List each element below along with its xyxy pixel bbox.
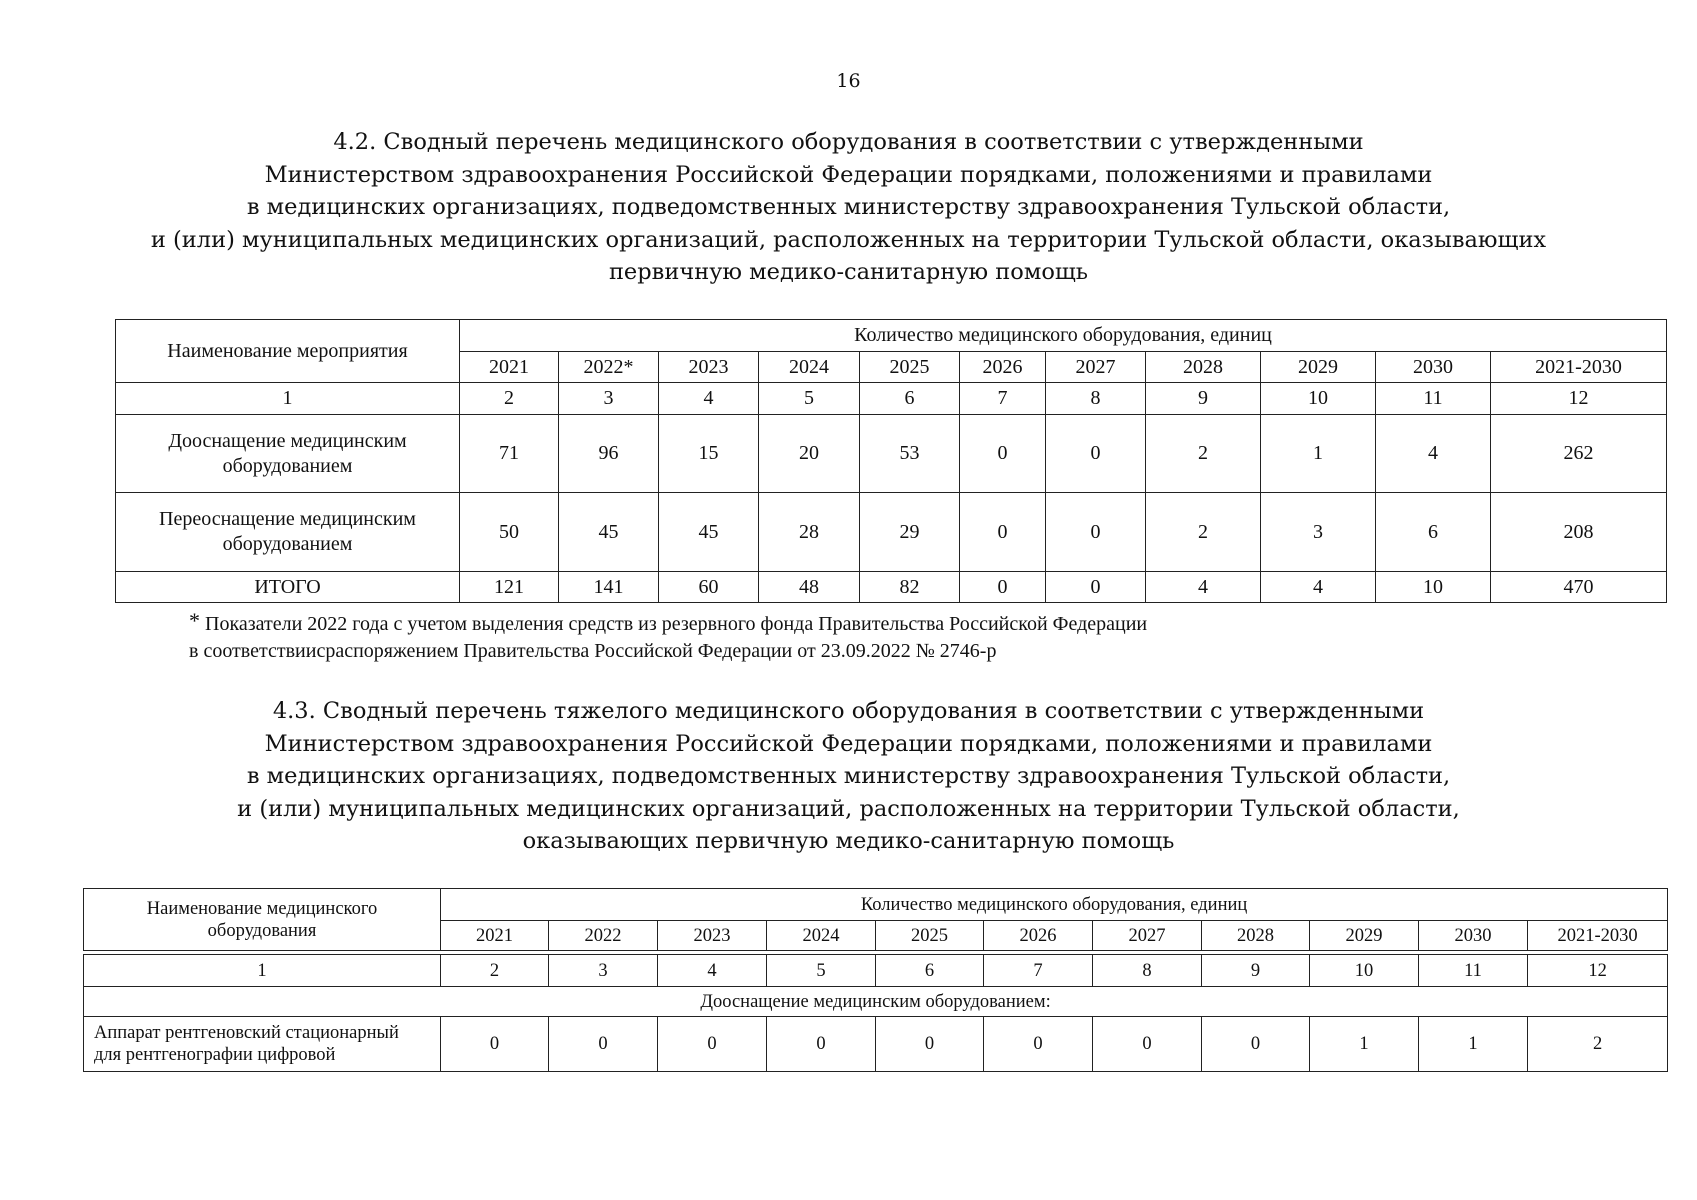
- total-value: 121: [460, 572, 559, 603]
- year-header: 2029: [1310, 921, 1419, 951]
- name-column-header: Наименование мероприятия: [116, 320, 460, 383]
- title-line: в медицинских организациях, подведомственных министерству здравоохранения Тульской области,: [246, 763, 1451, 789]
- year-header: 2025: [876, 921, 984, 951]
- value-cell: 0: [960, 493, 1046, 572]
- footnote-line: в соответствиисраспоряжением Правительства Российской Федерации от 23.09.2022 № 2746-р: [189, 640, 997, 662]
- footnote-star: *: [189, 608, 200, 633]
- column-number: 8: [1046, 383, 1146, 415]
- value-cell: 0: [1093, 1017, 1202, 1072]
- total-value: 60: [659, 572, 759, 603]
- column-number: 3: [559, 383, 659, 415]
- column-number: 11: [1376, 383, 1491, 415]
- value-cell: 2: [1146, 415, 1261, 493]
- total-label: ИТОГО: [116, 572, 460, 603]
- equipment-summary-table: [115, 319, 1667, 603]
- section-4-2-title: [0, 126, 1697, 289]
- value-cell: 0: [658, 1017, 767, 1072]
- year-header: 2023: [659, 352, 759, 383]
- column-number: 4: [659, 383, 759, 415]
- title-line: Министерством здравоохранения Российской Федерации порядками, положениями и правилами: [264, 161, 1433, 188]
- section-subheader: Дооснащение медицинским оборудованием:: [84, 987, 1668, 1017]
- value-cell: 28: [759, 493, 860, 572]
- year-header: 2028: [1146, 352, 1261, 383]
- table-row: [116, 415, 1667, 493]
- year-header: 2023: [658, 921, 767, 951]
- row-name: [116, 415, 460, 493]
- value-cell: 0: [1046, 415, 1146, 493]
- row-name-line: оборудованием: [222, 454, 353, 477]
- value-cell: 0: [441, 1017, 549, 1072]
- value-cell: 1: [1261, 415, 1376, 493]
- total-value: 141: [559, 572, 659, 603]
- year-header: 2024: [767, 921, 876, 951]
- value-cell: 53: [860, 415, 960, 493]
- device-name-line: Аппарат рентгеновский стационарный: [94, 1023, 399, 1043]
- value-cell: 208: [1491, 493, 1667, 572]
- year-header: 2028: [1202, 921, 1310, 951]
- value-cell: 15: [659, 415, 759, 493]
- row-name: [116, 493, 460, 572]
- value-cell: 3: [1261, 493, 1376, 572]
- quantity-header: Количество медицинского оборудования, единиц: [460, 320, 1667, 352]
- value-cell: 71: [460, 415, 559, 493]
- column-number: 5: [759, 383, 860, 415]
- column-number: 12: [1528, 955, 1668, 987]
- value-cell: 29: [860, 493, 960, 572]
- header-line: Наименование медицинского: [146, 898, 378, 919]
- value-cell: 2: [1146, 493, 1261, 572]
- column-number: 7: [960, 383, 1046, 415]
- column-number: 7: [984, 955, 1093, 987]
- value-cell: 0: [549, 1017, 658, 1072]
- value-cell: 0: [960, 415, 1046, 493]
- column-number: 5: [767, 955, 876, 987]
- value-cell: 1: [1310, 1017, 1419, 1072]
- column-number: 11: [1419, 955, 1528, 987]
- title-line: и (или) муниципальных медицинских организаций, расположенных на территории Тульской области, оказывающих: [150, 226, 1547, 253]
- value-cell: 6: [1376, 493, 1491, 572]
- column-number: 4: [658, 955, 767, 987]
- value-cell: 1: [1419, 1017, 1528, 1072]
- column-number: 9: [1146, 383, 1261, 415]
- column-number: 6: [876, 955, 984, 987]
- year-header: 2025: [860, 352, 960, 383]
- column-number: 1: [84, 955, 441, 987]
- row-name-line: Переоснащение медицинским: [159, 508, 416, 530]
- value-cell: 45: [659, 493, 759, 572]
- value-cell: 45: [559, 493, 659, 572]
- value-cell: 2: [1528, 1017, 1668, 1072]
- total-value: 0: [960, 572, 1046, 603]
- value-cell: 20: [759, 415, 860, 493]
- total-value: 4: [1146, 572, 1261, 603]
- heavy-equipment-table: [83, 888, 1668, 1072]
- value-cell: 0: [767, 1017, 876, 1072]
- row-name-line: оборудованием: [222, 533, 353, 555]
- total-value: 10: [1376, 572, 1491, 603]
- column-number: 2: [441, 955, 549, 987]
- column-number: 6: [860, 383, 960, 415]
- total-value: 4: [1261, 572, 1376, 603]
- column-number: 1: [116, 383, 460, 415]
- year-header: 2021: [460, 352, 559, 383]
- year-header: 2021-2030: [1528, 921, 1668, 951]
- year-header: 2022*: [559, 352, 659, 383]
- device-name: [84, 1017, 441, 1072]
- value-cell: 4: [1376, 415, 1491, 493]
- header-line: оборудования: [207, 920, 317, 941]
- column-number: 2: [460, 383, 559, 415]
- year-header: 2026: [960, 352, 1046, 383]
- table-row: [116, 493, 1667, 572]
- year-header: 2024: [759, 352, 860, 383]
- year-header: 2026: [984, 921, 1093, 951]
- title-line: 4.3. Сводный перечень тяжелого медицинского оборудования в соответствии с утвержденными: [272, 698, 1425, 724]
- footnote-line: [189, 606, 1147, 639]
- value-cell: 96: [559, 415, 659, 493]
- value-cell: 0: [1202, 1017, 1310, 1072]
- total-value: 470: [1491, 572, 1667, 603]
- year-header: 2021-2030: [1491, 352, 1667, 383]
- name-column-header: [84, 889, 441, 951]
- year-header: 2022: [549, 921, 658, 951]
- column-number: 3: [549, 955, 658, 987]
- row-name-line: Дооснащение медицинским: [168, 429, 407, 452]
- year-header: 2030: [1376, 352, 1491, 383]
- total-value: 0: [1046, 572, 1146, 603]
- year-header: 2027: [1093, 921, 1202, 951]
- title-line: первичную медико-санитарную помощь: [608, 259, 1089, 285]
- title-line: оказывающих первичную медико-санитарную помощь: [522, 828, 1175, 854]
- footnote-text: Показатели 2022 года с учетом выделения средств из резервного фонда Правительства Российской Федерации: [205, 613, 1148, 635]
- total-value: 48: [759, 572, 860, 603]
- quantity-header: Количество медицинского оборудования, единиц: [441, 889, 1668, 921]
- year-header: 2027: [1046, 352, 1146, 383]
- year-header: 2030: [1419, 921, 1528, 951]
- value-cell: 262: [1491, 415, 1667, 493]
- value-cell: 0: [984, 1017, 1093, 1072]
- column-number: 8: [1093, 955, 1202, 987]
- year-header: 2021: [441, 921, 549, 951]
- title-line: 4.2. Сводный перечень медицинского оборудования в соответствии с утвержденными: [333, 129, 1364, 155]
- column-number: 9: [1202, 955, 1310, 987]
- title-line: Министерством здравоохранения Российской Федерации порядками, положениями и правилами: [264, 730, 1433, 757]
- device-name-line: для рентгенографии цифровой: [94, 1045, 336, 1065]
- column-number: 10: [1261, 383, 1376, 415]
- table-row: [84, 1017, 1668, 1072]
- title-line: в медицинских организациях, подведомственных министерству здравоохранения Тульской области,: [246, 194, 1451, 220]
- year-header: 2029: [1261, 352, 1376, 383]
- value-cell: 0: [876, 1017, 984, 1072]
- column-number: 12: [1491, 383, 1667, 415]
- title-line: и (или) муниципальных медицинских организаций, расположенных на территории Тульской области,: [237, 795, 1460, 822]
- column-number: 10: [1310, 955, 1419, 987]
- value-cell: 0: [1046, 493, 1146, 572]
- total-value: 82: [860, 572, 960, 603]
- section-4-3-title: [0, 695, 1697, 858]
- total-row: [116, 572, 1667, 603]
- page-number: 16: [836, 70, 861, 92]
- value-cell: 50: [460, 493, 559, 572]
